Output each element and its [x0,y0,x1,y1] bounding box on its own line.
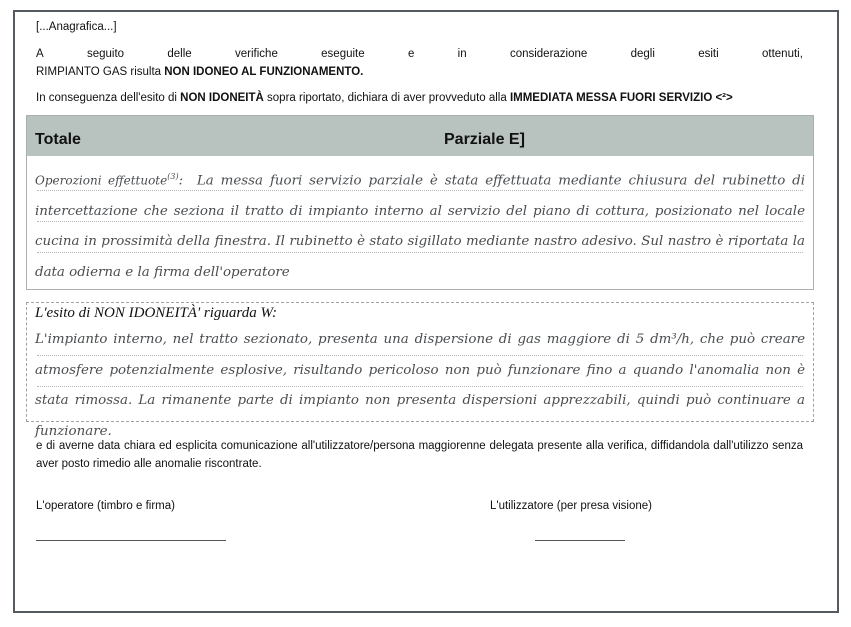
user-signature-label: L'utilizzatore (per presa visione) [490,500,652,512]
intro-line-2 [36,65,363,79]
consequence-prefix: In conseguenza dell'esito di [36,92,181,104]
operations-text-block: Operozioni effettuote$^{(3)}$: La messa fuori servizio parziale è stata effettuata mediante chiusura del rubinetto di intercettazione che seziona il tratto di impianto interno al servizio del piano di cottura, posizionato nel locale cucina in prossimità della finestra. Il rubinetto è stato sigillato mediante nastro adesivo. Sul nastro è riportata la data odierna e la firma dell'operatore [35,172,806,280]
intro-word: e [407,48,415,60]
parziale-label: Parziale E] [444,131,525,148]
intro-prefix: RIMPIANTO GAS risulta [36,66,165,78]
intro-word: considerazione [509,48,588,60]
intro-word: seguito [86,48,125,60]
esito-handwritten-text: L'impianto interno, nel tratto sezionato, presenta una dispersione di gas maggiore di 5 dm³/h, che può creare atmosfere potenzialmente esplosive, risultando pericoloso non può funzionare fino a quando l'anomalia non è stata rimossa. La rimanente parte di impianto non presenta dispersioni apprezzabili, quindi può continuare a funzionare. [35,332,805,439]
intro-word: eseguite [321,48,365,60]
non-idoneita-bold: NON IDONEITÀ [180,92,264,104]
intro-word: delle [167,48,192,60]
intro-word: ottenuti, [762,48,803,60]
operator-signature-label: L'operatore (timbro e firma) [36,500,175,512]
totale-label: Totale [35,131,81,148]
esito-title: L'esito di NON IDONEITÀ' riguarda W: [35,305,277,321]
operations-note-ref: (3) [167,172,179,181]
closing-paragraph: e di averne data chiara ed esplicita comunicazione all'utilizzatore/persona maggiorenne delegata presente alla verifica, diffidandola dall'utilizzo senza aver posto rimedio alle anomalie riscontrate. [36,440,803,470]
intro-word: esiti [698,48,719,60]
esito-box [26,302,814,439]
messa-fuori-servizio-bold: IMMEDIATA MESSA FUORI SERVIZIO <²> [509,92,733,104]
anagrafica-placeholder: [...Anagrafica...] [36,21,117,33]
operations-box [26,115,814,290]
operations-header-band [27,116,813,156]
operator-signature-line[interactable] [36,540,226,541]
consequence-line [36,91,733,105]
intro-word: degli [630,48,655,60]
user-signature-line[interactable] [535,540,625,541]
intro-line-1 [36,47,803,61]
operations-handwritten-text: La messa fuori servizio parziale è stata effettuata mediante chiusura del rubinetto di intercettazione che seziona il tratto di impianto interno al servizio del piano di cottura, posizionato nel locale cucina in prossimità della finestra. Il rubinetto è stato sigillato mediante nastro adesivo. Sul nastro è riportata la data odierna e la firma dell'operatore [35,173,806,280]
intro-word: in [457,48,467,60]
consequence-middle: sopra riportato, dichiara di aver provveduto alla [263,92,510,104]
operations-label: Operozioni effettuote [35,173,168,188]
intro-word: verifiche [235,48,278,60]
intro-word: A [36,48,44,60]
non-idoneo-statement: NON IDONEO AL FUNZIONAMENTO. [164,66,364,78]
